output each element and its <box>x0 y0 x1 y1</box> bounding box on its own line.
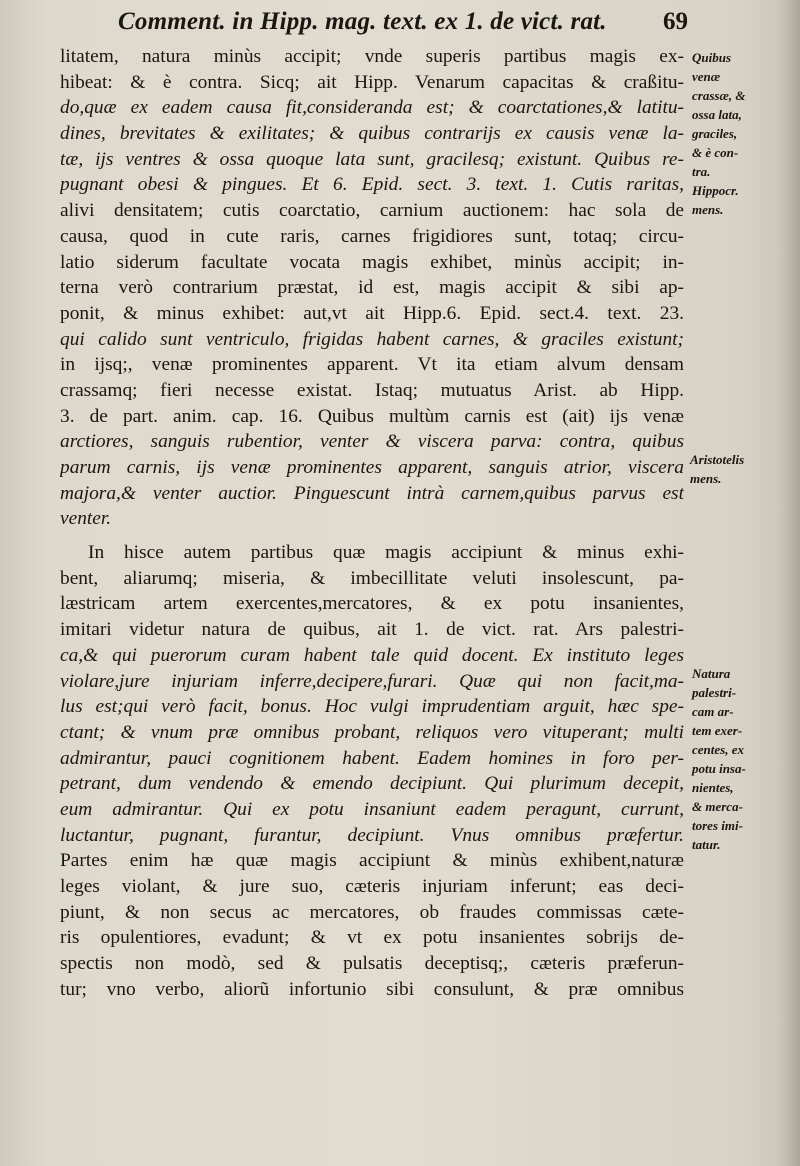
running-title: Comment. in Hipp. mag. text. ex 1. de vict. rat. <box>118 8 607 35</box>
margin-note-line: mens. <box>692 202 724 217</box>
text-line: alivi densitatem; cutis coarctatio, carnium auctionem: hac sola de <box>60 200 684 222</box>
paragraph-2 <box>60 540 684 1002</box>
margin-note-line: tatur. <box>692 837 721 852</box>
paragraph-1 <box>60 44 684 532</box>
margin-note-line: & merca- <box>692 799 743 814</box>
margin-note-line: mens. <box>690 471 722 486</box>
text-line: arctiores, sanguis rubentior, venter & viscera parva: contra, quibus <box>60 431 684 453</box>
margin-note-hippocrates <box>692 48 768 219</box>
text-line: crassamq; fieri necesse existat. Istaq; mutuatus Arist. ab Hipp. <box>60 379 684 401</box>
text-line: 3. de part. anim. cap. 16. Quibus multùm carnis est (ait) ijs venæ <box>60 405 684 427</box>
text-line: læstricam artem exercentes,mercatores, & ex potu insanientes, <box>60 593 684 615</box>
margin-note-line: cam ar- <box>692 704 734 719</box>
margin-note-line: Quibus <box>692 50 732 65</box>
text-line: ctant; & vnum præ omnibus probant, reliquos vero vituperant; multi <box>60 721 684 743</box>
text-line: luctantur, pugnant, furantur, decipiunt. Vnus omnibus præfertur. <box>60 824 684 846</box>
margin-note-line: potu insa- <box>692 761 746 776</box>
text-line: petrant, dum vendendo & emendo decipiunt. Qui plurimum decepit, <box>60 773 684 795</box>
margin-note-line: centes, ex <box>692 742 744 757</box>
text-line: lus est;qui verò facit, bonus. Hoc vulgi imprudentiam arguit, hæc spe- <box>60 696 684 718</box>
margin-note-nature <box>692 664 768 854</box>
text-line: do,quæ ex eadem causa fit,consideranda est; & coarctationes,& latitu- <box>60 97 684 119</box>
running-head <box>118 8 688 42</box>
text-line: tæ, ijs ventres & ossa quoque lata sunt, gracilesq; existunt. Quibus re- <box>60 148 684 170</box>
margin-note-line: graciles, <box>692 126 738 141</box>
text-line: in ijsq;, venæ prominentes apparent. Vt ita etiam alvum densam <box>60 354 684 376</box>
text-line: ca,& qui puerorum curam habent tale quid docent. Ex instituto leges <box>60 644 684 666</box>
text-line: venter. <box>60 508 112 530</box>
margin-note-line: tra. <box>692 164 711 179</box>
margin-note-line: palestri- <box>692 685 737 700</box>
margin-note-line: crassæ, & <box>692 88 746 103</box>
text-line: terna verò contrarium præstat, id est, magis accipit & sibi ap- <box>60 277 684 299</box>
text-line: ponit, & minus exhibet: aut,vt ait Hipp.6. Epid. sect.4. text. 23. <box>60 302 684 324</box>
margin-note-line: & è con- <box>692 145 739 160</box>
text-line: leges violant, & jure suo, cæteris injuriam inferunt; eas deci- <box>60 876 684 897</box>
text-line: piunt, & non secus ac mercatores, ob fraudes commissas cæte- <box>60 901 684 923</box>
margin-note-line: tem exer- <box>692 723 743 738</box>
text-line: parum carnis, ijs venæ prominentes apparent, sanguis atrior, viscera <box>60 457 684 478</box>
text-line: majora,& venter auctior. Pinguescunt intrà carnem,quibus parvus est <box>60 482 684 504</box>
text-line: dines, brevitates & exilitates; & quibus contrarijs ex causis venæ la- <box>60 123 684 145</box>
text-line: pugnant obesi & pingues. Et 6. Epid. sect. 3. text. 1. Cutis raritas, <box>60 174 684 196</box>
margin-note-aristotle <box>690 450 766 488</box>
text-line: imitari videtur natura de quibus, ait 1. de vict. rat. Ars palestri- <box>60 619 684 641</box>
text-line: admirantur, pauci cognitionem habent. Eadem homines in foro per- <box>60 747 684 769</box>
text-line: eum admirantur. Qui ex potu insaniunt eadem peragunt, currunt, <box>60 798 684 820</box>
text-line: qui calido sunt ventriculo, frigidas habent carnes, & graciles existunt; <box>60 328 684 350</box>
text-line: Partes enim hæ quæ magis accipiunt & minùs exhibent,naturæ <box>60 850 684 872</box>
text-line: litatem, natura minùs accipit; vnde superis partibus magis ex- <box>60 46 684 67</box>
text-line: causa, quod in cute raris, carnes frigidiores sunt, totaq; circu- <box>60 225 684 247</box>
margin-note-line: ossa lata, <box>692 107 742 122</box>
margin-note-line: Aristotelis <box>690 452 745 467</box>
text-line: hibeat: & è contra. Sicq; ait Hipp. Venarum capacitas & craßitu- <box>60 71 684 93</box>
body-text <box>60 44 684 1002</box>
margin-note-line: venæ <box>692 69 721 84</box>
text-line: bent, aliarumq; miseria, & imbecillitate veluti insolescunt, pa- <box>60 567 684 589</box>
text-line: spectis non modò, sed & pulsatis deceptisq;, cæteris præferun- <box>60 953 684 975</box>
text-line: ris opulentiores, evadunt; & vt ex potu insanientes sobrijs de- <box>60 927 684 949</box>
text-line: violare,jure injuriam inferre,decipere,furari. Quæ qui non facit,ma- <box>60 670 684 692</box>
text-line: tur; vno verbo, aliorũ infortunio sibi consulunt, & præ omnibus <box>60 978 684 1000</box>
margin-note-line: Natura <box>692 666 731 681</box>
margin-note-line: Hippocr. <box>692 183 739 198</box>
text-line: In hisce autem partibus quæ magis accipiunt & minus exhi- <box>88 542 684 564</box>
margin-note-line: tores imi- <box>692 818 743 833</box>
page-number: 69 <box>663 8 688 35</box>
margin-note-line: nientes, <box>692 780 734 795</box>
text-line: latio siderum facultate vocata magis exhibet, minùs accipit; in- <box>60 251 684 273</box>
